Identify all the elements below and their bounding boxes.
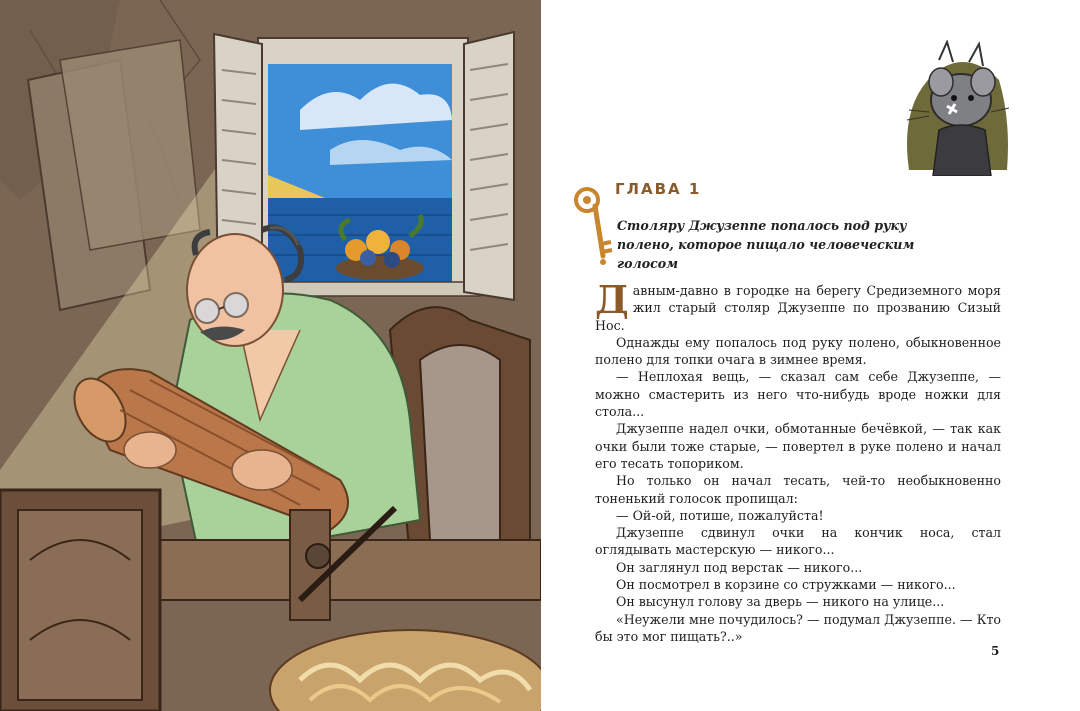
drop-cap: Д xyxy=(595,277,629,322)
rat-illustration xyxy=(899,40,1011,176)
chapter-body xyxy=(595,277,1001,645)
chapter-title: ГЛАВА 1 xyxy=(615,180,702,198)
page-number: 5 xyxy=(991,644,1000,658)
paragraph: — Неплохая вещь, — сказал сам себе Джузеппе, — можно смастерить из него что-нибудь вроде ножки для стола... xyxy=(595,369,1001,420)
paragraph: Джузеппе сдвинул очки на кончик носа, стал оглядывать мастерскую — никого... xyxy=(595,525,1001,558)
paragraph: Он заглянул под верстак — никого... xyxy=(616,559,863,575)
paragraph: Однажды ему попалось под руку полено, обыкновенное полено для топки очага в зимнее время. xyxy=(595,334,1001,368)
paragraph-first xyxy=(595,277,1001,334)
first-paragraph-text: авным-давно в городке на берегу Средиземного моря жил старый столяр Джузеппе по прозванию Сизый Нос. xyxy=(595,283,1001,333)
paragraph: Он посмотрел в корзине со стружками — никого... xyxy=(616,577,956,593)
paragraph: Он высунул голову за дверь — никого на улице... xyxy=(616,594,945,610)
chapter-subtitle: Столяру Джузеппе попалось под руку полено, которое пищало человеческим голосом xyxy=(617,218,915,271)
paragraph: «Неужели мне почудилось? — подумал Джузеппе. — Кто бы это мог пищать?..» xyxy=(595,611,1001,644)
paragraph: Но только он начал тесать, чей-то необыкновенно тоненький голосок пропищал: xyxy=(595,473,1001,506)
paragraph: Джузеппе надел очки, обмотанные бечёвкой, — так как очки были тоже старые, — повертел в руке полено и начал его тесать топориком. xyxy=(595,421,1001,471)
paragraph: — Ой-ой, потише, пожалуйста! xyxy=(616,507,824,523)
key-icon xyxy=(573,186,615,272)
text-page xyxy=(541,0,1080,711)
